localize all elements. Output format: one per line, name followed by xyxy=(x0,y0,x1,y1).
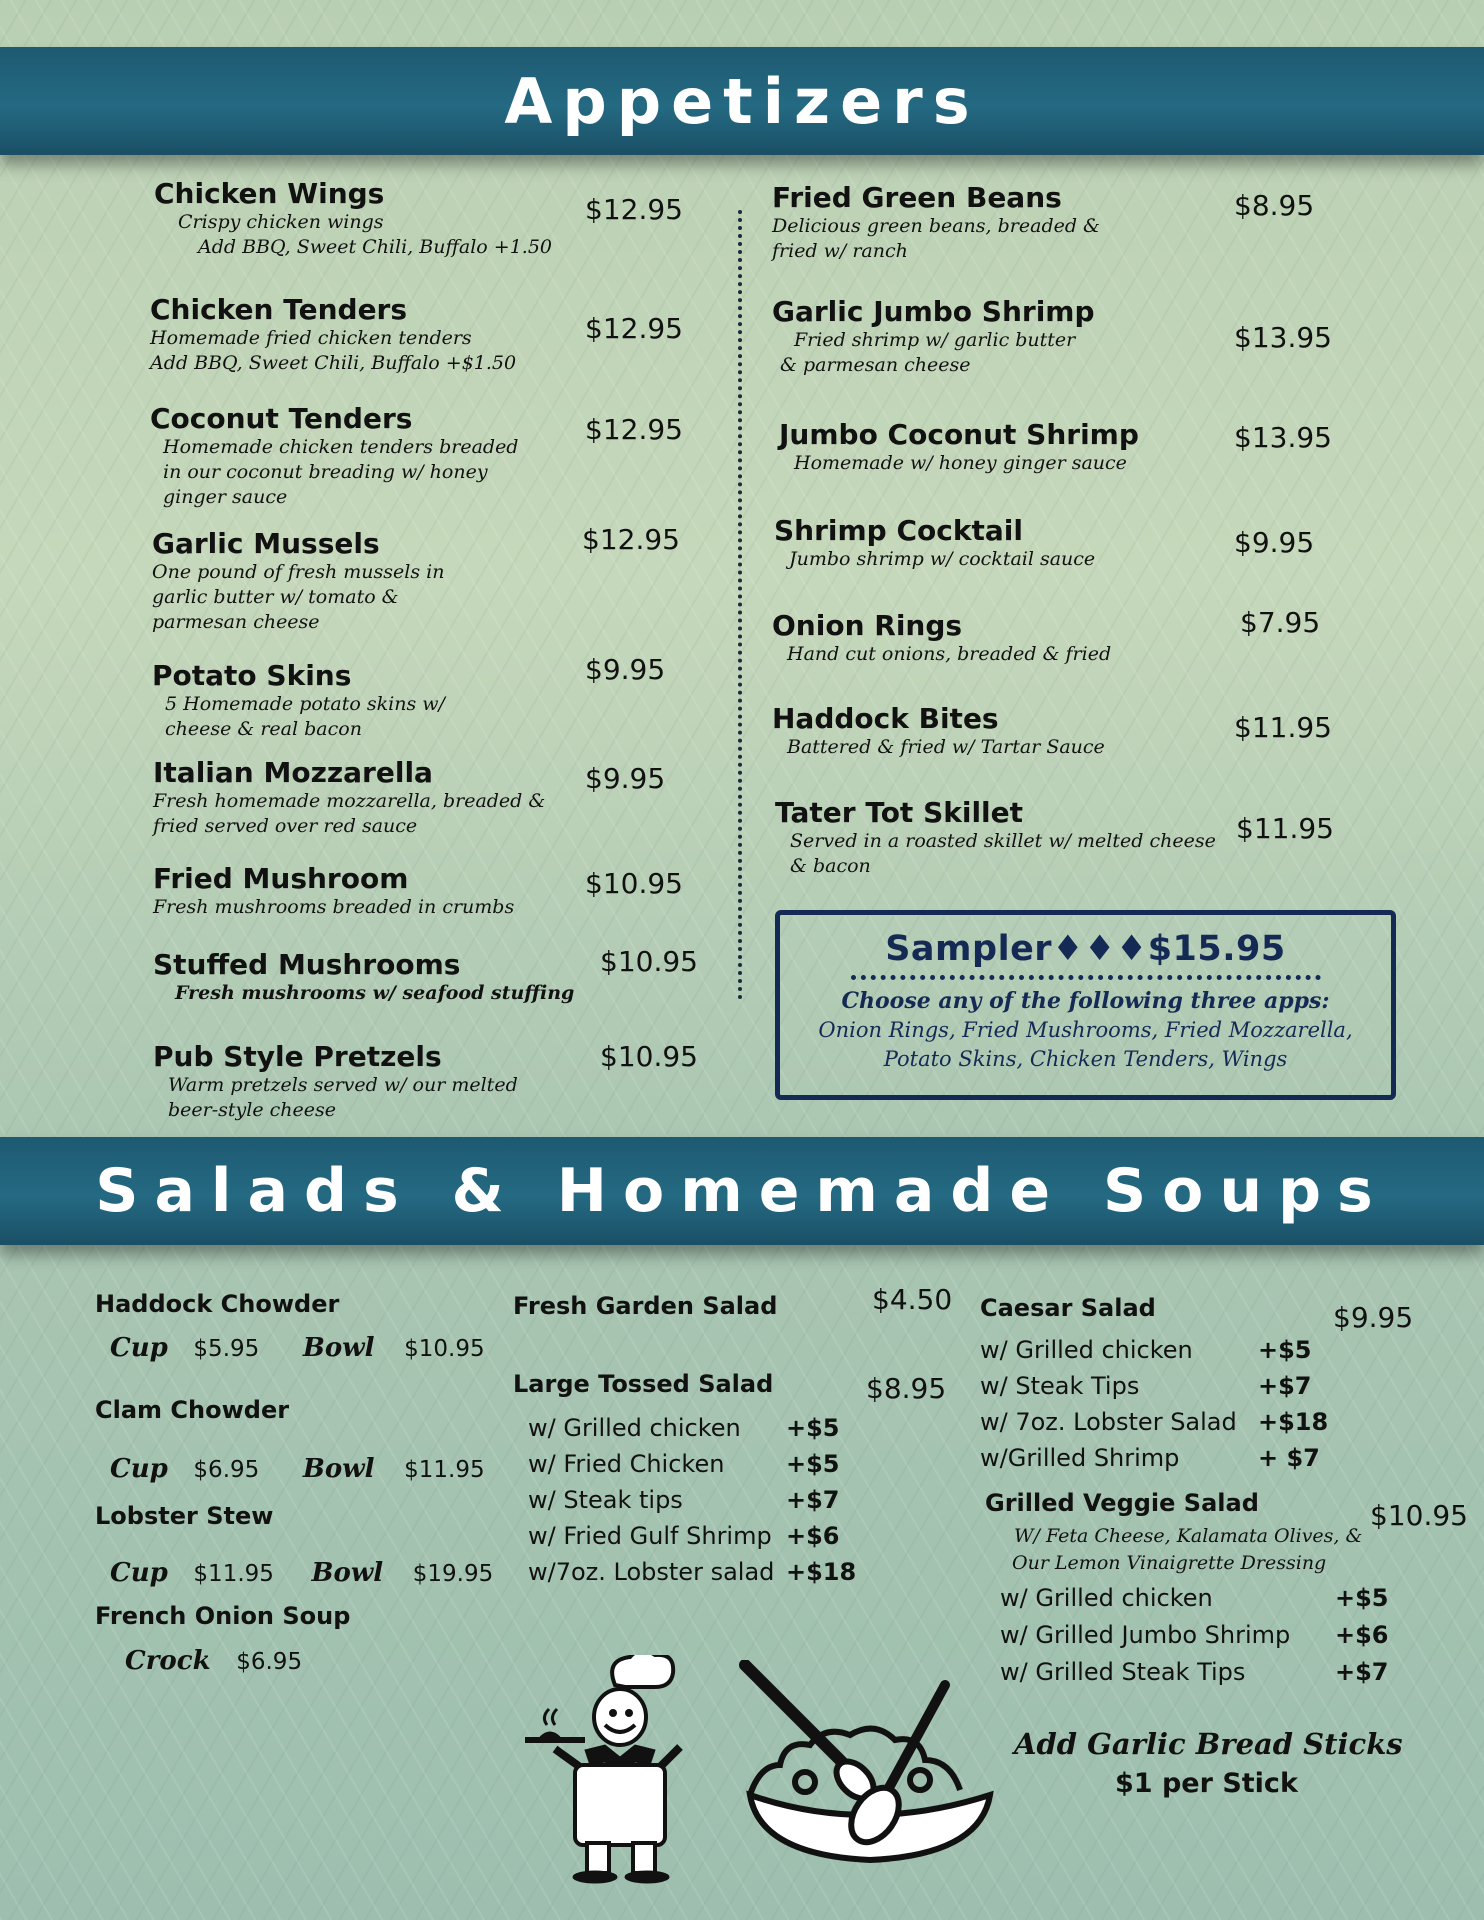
salad-price: $4.50 xyxy=(872,1283,953,1316)
menu-item xyxy=(152,528,444,635)
menu-item xyxy=(152,660,445,742)
addon-price: +$6 xyxy=(1335,1621,1389,1649)
item-description: One pound of fresh mussels in xyxy=(152,561,445,583)
soup-prices xyxy=(110,1454,485,1484)
item-price: $12.95 xyxy=(582,523,680,556)
menu-item xyxy=(772,610,1111,667)
size-price: $10.95 xyxy=(404,1336,485,1362)
item-description: garlic butter w/ tomato & xyxy=(152,586,399,608)
menu-item xyxy=(772,296,1095,378)
item-description: 5 Homemade potato skins w/ xyxy=(165,693,445,715)
menu-item xyxy=(772,182,1100,264)
chef-icon xyxy=(515,1655,695,1885)
item-name: Chicken Tenders xyxy=(150,293,408,326)
addon-label: w/ Grilled chicken xyxy=(980,1336,1193,1364)
item-name: Potato Skins xyxy=(152,659,352,692)
item-price: $11.95 xyxy=(1236,812,1334,845)
salads-soups-heading: Salads & Homemade Soups xyxy=(95,1156,1389,1226)
item-description: Add BBQ, Sweet Chili, Buffalo +$1.50 xyxy=(150,352,517,374)
soup-name: Haddock Chowder xyxy=(95,1290,340,1318)
salad-bowl-icon xyxy=(735,1660,1005,1870)
addon-label: w/ Grilled chicken xyxy=(1000,1584,1213,1612)
garlic-bread-price: $1 per Stick xyxy=(1115,1768,1298,1799)
addon-label: w/ Steak Tips xyxy=(980,1372,1140,1400)
item-description: Homemade chicken tenders breaded xyxy=(163,436,519,458)
sampler-divider xyxy=(851,975,1321,980)
salad-name: Grilled Veggie Salad xyxy=(985,1489,1259,1517)
soup-name: Lobster Stew xyxy=(95,1502,274,1530)
salads-soups-banner xyxy=(0,1137,1484,1245)
addon-price: +$18 xyxy=(1258,1408,1329,1436)
addon-label: w/ Grilled chicken xyxy=(528,1414,741,1442)
addon-price: +$5 xyxy=(1335,1584,1389,1612)
item-description: beer-style cheese xyxy=(168,1099,336,1121)
addon-label: w/ Steak tips xyxy=(528,1486,683,1514)
salad-price: $9.95 xyxy=(1333,1301,1414,1334)
sampler-options: Potato Skins, Chicken Tenders, Wings xyxy=(883,1047,1288,1071)
item-description: Fresh mushrooms w/ seafood stuffing xyxy=(175,982,575,1004)
addon-label: w/ Grilled Steak Tips xyxy=(1000,1658,1246,1686)
item-price: $13.95 xyxy=(1234,421,1332,454)
item-name: Chicken Wings xyxy=(154,177,385,210)
menu-item xyxy=(775,797,1216,879)
item-description: Warm pretzels served w/ our melted xyxy=(168,1074,518,1096)
item-price: $10.95 xyxy=(600,945,698,978)
item-name: Fried Mushroom xyxy=(153,862,409,895)
item-description: parmesan cheese xyxy=(152,611,320,633)
addon-price: +$5 xyxy=(786,1450,840,1478)
size-label: Bowl xyxy=(302,1333,375,1363)
item-price: $12.95 xyxy=(585,312,683,345)
item-description: Crispy chicken wings xyxy=(178,211,384,233)
size-price: $19.95 xyxy=(412,1561,494,1587)
addon-price: + $7 xyxy=(1258,1444,1320,1472)
item-price: $10.95 xyxy=(600,1040,698,1073)
menu-item xyxy=(153,757,545,839)
salad-name: Caesar Salad xyxy=(980,1294,1156,1322)
size-price: $6.95 xyxy=(193,1457,260,1483)
addon-price: +$7 xyxy=(1258,1372,1312,1400)
item-description: cheese & real bacon xyxy=(165,718,362,740)
item-price: $7.95 xyxy=(1240,606,1321,639)
salad-description: W/ Feta Cheese, Kalamata Olives, & xyxy=(1014,1525,1363,1547)
item-price: $13.95 xyxy=(1234,321,1332,354)
sampler-subtitle: Choose any of the following three apps: xyxy=(841,988,1330,1014)
item-description: Hand cut onions, breaded & fried xyxy=(787,643,1112,665)
item-name: Fried Green Beans xyxy=(772,181,1062,214)
menu-item xyxy=(153,863,514,920)
soup-prices xyxy=(110,1333,485,1363)
item-description: Jumbo shrimp w/ cocktail sauce xyxy=(789,548,1096,570)
addon-price: +$6 xyxy=(786,1522,840,1550)
item-description: Fresh mushrooms breaded in crumbs xyxy=(153,896,515,918)
addon-price: +$7 xyxy=(1335,1658,1389,1686)
appetizers-heading: Appetizers xyxy=(504,64,980,138)
sampler-box xyxy=(775,910,1396,1100)
addon-price: +$5 xyxy=(786,1414,840,1442)
menu-item xyxy=(154,178,552,260)
item-price: $9.95 xyxy=(585,653,666,686)
item-price: $11.95 xyxy=(1234,711,1332,744)
menu-item xyxy=(153,949,574,1006)
item-description: Fried shrimp w/ garlic butter xyxy=(794,329,1076,351)
item-name: Italian Mozzarella xyxy=(153,756,433,789)
addon-price: +$7 xyxy=(786,1486,840,1514)
addon-label: w/ 7oz. Lobster Salad xyxy=(980,1408,1237,1436)
salad-price: $8.95 xyxy=(866,1372,947,1405)
item-description: Add BBQ, Sweet Chili, Buffalo +1.50 xyxy=(198,236,553,258)
item-name: Stuffed Mushrooms xyxy=(153,948,461,981)
item-description: fried served over red sauce xyxy=(153,815,418,837)
size-price: $6.95 xyxy=(236,1649,303,1675)
size-label: Crock xyxy=(125,1646,211,1676)
item-name: Pub Style Pretzels xyxy=(153,1040,442,1073)
item-price: $10.95 xyxy=(585,867,683,900)
menu-item xyxy=(150,294,516,376)
soup-prices xyxy=(125,1646,302,1676)
item-name: Garlic Mussels xyxy=(152,527,380,560)
item-description: Homemade w/ honey ginger sauce xyxy=(794,452,1127,474)
item-price: $8.95 xyxy=(1234,189,1315,222)
item-price: $12.95 xyxy=(585,413,683,446)
item-name: Garlic Jumbo Shrimp xyxy=(772,295,1095,328)
size-label: Cup xyxy=(110,1333,168,1363)
soup-name: Clam Chowder xyxy=(95,1396,290,1424)
salad-name: Fresh Garden Salad xyxy=(513,1292,778,1320)
item-name: Haddock Bites xyxy=(772,702,999,735)
addon-label: w/Grilled Shrimp xyxy=(980,1444,1180,1472)
garlic-bread-offer: Add Garlic Bread Sticks xyxy=(1014,1727,1403,1761)
item-description: Delicious green beans, breaded & xyxy=(772,215,1100,237)
item-name: Jumbo Coconut Shrimp xyxy=(779,418,1139,451)
soup-name: French Onion Soup xyxy=(95,1602,351,1630)
item-name: Tater Tot Skillet xyxy=(775,796,1024,829)
menu-item xyxy=(779,419,1139,476)
size-label: Bowl xyxy=(302,1454,375,1484)
item-name: Shrimp Cocktail xyxy=(774,514,1023,547)
item-description: Homemade fried chicken tenders xyxy=(150,327,472,349)
item-description: & bacon xyxy=(790,855,871,877)
menu-item xyxy=(153,1041,518,1123)
appetizers-banner xyxy=(0,47,1484,155)
addon-label: w/ Grilled Jumbo Shrimp xyxy=(1000,1621,1291,1649)
item-description: & parmesan cheese xyxy=(780,354,971,376)
size-price: $11.95 xyxy=(404,1457,485,1483)
item-price: $12.95 xyxy=(585,193,683,226)
item-price: $9.95 xyxy=(1234,526,1315,559)
salad-price: $10.95 xyxy=(1370,1499,1468,1532)
item-price: $9.95 xyxy=(585,762,666,795)
addon-label: w/7oz. Lobster salad xyxy=(528,1558,775,1586)
size-label: Cup xyxy=(110,1454,168,1484)
salad-description: Our Lemon Vinaigrette Dressing xyxy=(1012,1552,1327,1574)
menu-item xyxy=(774,515,1095,572)
addon-price: +$18 xyxy=(786,1558,857,1586)
item-description: fried w/ ranch xyxy=(772,240,908,262)
column-divider xyxy=(738,210,742,1000)
salad-name: Large Tossed Salad xyxy=(513,1370,774,1398)
size-label: Bowl xyxy=(311,1558,384,1588)
addon-label: w/ Fried Chicken xyxy=(528,1450,725,1478)
item-description: Served in a roasted skillet w/ melted cheese xyxy=(790,830,1216,852)
menu-item xyxy=(772,703,1105,760)
item-name: Onion Rings xyxy=(772,609,963,642)
item-description: Battered & fried w/ Tartar Sauce xyxy=(787,736,1105,758)
sampler-title: Sampler♦♦♦$15.95 xyxy=(885,929,1286,969)
item-name: Coconut Tenders xyxy=(150,402,413,435)
item-description: ginger sauce xyxy=(163,486,288,508)
size-price: $11.95 xyxy=(193,1561,274,1587)
soup-prices xyxy=(110,1558,493,1588)
addon-price: +$5 xyxy=(1258,1336,1312,1364)
item-description: in our coconut breading w/ honey xyxy=(163,461,488,483)
size-price: $5.95 xyxy=(193,1336,260,1362)
item-description: Fresh homemade mozzarella, breaded & xyxy=(153,790,546,812)
sampler-options: Onion Rings, Fried Mushrooms, Fried Mozzarella, xyxy=(818,1018,1353,1042)
menu-item xyxy=(150,403,518,510)
size-label: Cup xyxy=(110,1558,168,1588)
addon-label: w/ Fried Gulf Shrimp xyxy=(528,1522,772,1550)
